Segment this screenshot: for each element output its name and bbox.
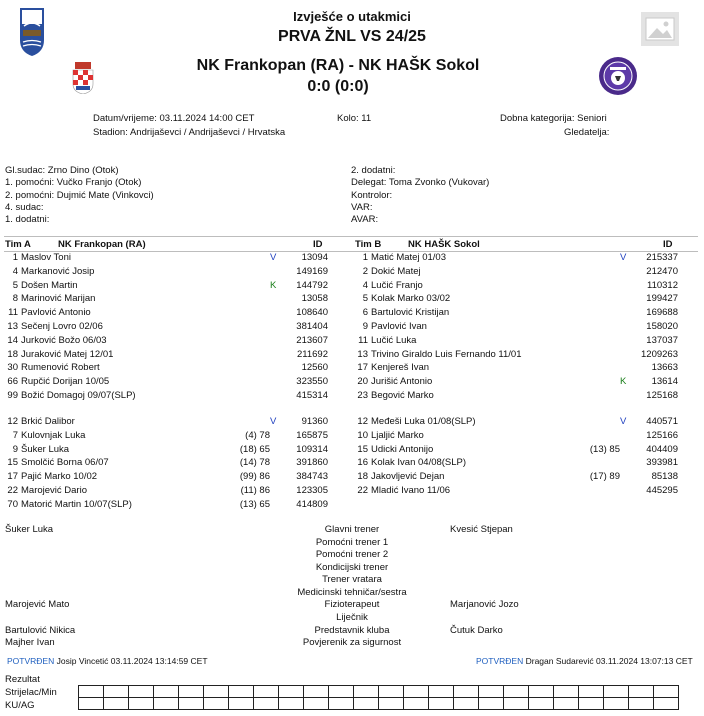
player-id: 1209263 — [641, 348, 678, 360]
staff-right-name: Čutuk Darko — [450, 625, 503, 636]
result-grid-cell[interactable] — [379, 698, 404, 710]
substitution-info: (4) 78 — [245, 429, 270, 441]
player-id: 384743 — [296, 471, 328, 483]
staff-left-name: Marojević Mato — [5, 599, 70, 610]
result-grid-cell[interactable] — [204, 686, 229, 698]
player-name: Lučić Franjo — [371, 279, 423, 291]
staff-role: Predstavnik kluba — [314, 625, 390, 636]
player-number: 2 — [362, 265, 368, 277]
player-name: Juraković Matej 12/01 — [21, 348, 114, 360]
player-id: 13058 — [301, 293, 328, 305]
confirm-left-status: POTVRĐEN — [7, 656, 55, 666]
player-number: 13 — [357, 348, 368, 360]
official-left-line: 4. sudac: — [5, 201, 44, 213]
player-name: Kolak Marko 03/02 — [371, 293, 451, 305]
player-row — [346, 350, 686, 363]
player-number: 5 — [12, 279, 18, 291]
player-row — [0, 281, 336, 294]
player-number: 5 — [362, 293, 368, 305]
report-title: Izvješće o utakmici — [293, 9, 411, 24]
player-row — [0, 472, 336, 485]
player-row — [0, 458, 336, 471]
player-id: 85138 — [651, 471, 678, 483]
player-row — [0, 336, 336, 349]
player-number: 13 — [7, 321, 18, 332]
confirm-right-status: POTVRĐEN — [476, 656, 524, 666]
staff-role: Fizioterapeut — [324, 599, 380, 610]
official-right-line: 2. dodatni: — [351, 165, 396, 176]
official-left-line: Gl.sudac: Zrno Dino (Otok) — [5, 165, 119, 176]
result-grid-cell[interactable] — [279, 686, 304, 698]
player-number: 14 — [7, 334, 18, 346]
player-name: Rumenović Robert — [21, 362, 100, 374]
player-row — [0, 500, 336, 513]
player-id: 125168 — [646, 390, 678, 401]
result-grid-cell[interactable] — [429, 686, 454, 698]
result-grid-cell[interactable] — [654, 686, 679, 698]
result-grid — [78, 685, 679, 710]
player-number: 16 — [357, 457, 368, 469]
player-row — [346, 458, 686, 471]
player-row — [346, 281, 686, 294]
player-name: Pavlović Ivan — [371, 321, 427, 332]
player-name: Begović Marko — [371, 390, 434, 401]
team-a-label: Tim A — [5, 239, 31, 250]
substitution-info: (13) 65 — [239, 498, 270, 510]
match-datetime: Datum/vrijeme: 03.11.2024 14:00 CET — [93, 113, 255, 124]
result-grid-cell[interactable] — [579, 686, 604, 698]
substitution-info: (13) 85 — [589, 443, 620, 455]
player-name: Marojević Dario — [21, 485, 87, 496]
result-grid-cell[interactable] — [329, 698, 354, 710]
player-row — [346, 417, 686, 430]
result-grid-cell[interactable] — [404, 698, 429, 710]
official-left-line: 2. pomoćni: Dujmić Mate (Vinkovci) — [5, 189, 154, 201]
player-name: Kenjereš Ivan — [371, 362, 430, 374]
result-grid-cell[interactable] — [604, 686, 629, 698]
staff-right-name: Marjanović Jozo — [450, 599, 519, 610]
player-row — [346, 336, 686, 349]
result-grid-cell[interactable] — [429, 698, 454, 710]
player-row — [0, 363, 336, 376]
goalkeeper-mark: V — [270, 416, 277, 427]
player-id: 414809 — [296, 498, 328, 510]
player-row — [346, 377, 686, 390]
player-number: 8 — [12, 293, 18, 305]
player-number: 23 — [357, 390, 368, 401]
player-id: 215337 — [646, 252, 678, 263]
result-grid-cell[interactable] — [479, 686, 504, 698]
player-number: 9 — [12, 443, 18, 455]
age-category: Dobna kategorija: Seniori — [500, 113, 607, 124]
result-grid-cell[interactable] — [79, 698, 104, 710]
player-row — [0, 308, 336, 321]
player-id: 211692 — [297, 348, 328, 360]
player-number: 11 — [358, 334, 368, 346]
player-name: Smolčić Borna 06/07 — [21, 457, 109, 469]
result-grid-cell[interactable] — [379, 686, 404, 698]
player-name: Došen Martin — [21, 279, 78, 291]
player-row — [0, 417, 336, 430]
result-grid-cell[interactable] — [154, 698, 179, 710]
team-b-name: NK HAŠK Sokol — [408, 239, 480, 250]
player-name: Pajić Marko 10/02 — [21, 471, 98, 483]
player-id: 445295 — [646, 485, 678, 496]
player-id: 391860 — [296, 457, 328, 469]
result-grid-cell[interactable] — [504, 698, 529, 710]
result-grid-cell[interactable] — [629, 698, 654, 710]
official-right-line: Kontrolor: — [351, 189, 393, 201]
player-number: 12 — [7, 416, 18, 427]
result-grid-cell[interactable] — [504, 686, 529, 698]
player-number: 17 — [7, 471, 18, 483]
confirm-right-text: Dragan Sudarević 03.11.2024 13:07:13 CET — [525, 656, 693, 666]
player-name: Jurišić Antonio — [371, 376, 433, 388]
player-name: Kolak Ivan 04/08(SLP) — [371, 457, 467, 469]
player-name: Jakovljević Dejan — [371, 471, 445, 483]
result-grid-cell[interactable] — [279, 698, 304, 710]
official-left-line: 1. dodatni: — [5, 214, 50, 226]
player-name: Trivino Giraldo Luis Fernando 11/01 — [371, 348, 522, 360]
match-stadium: Stadion: Andrijaševci / Andrijaševci / Hrvatska — [93, 127, 286, 138]
ku-ag-label: KU/AG — [5, 700, 35, 711]
player-id: 108640 — [296, 307, 328, 319]
player-id: 13094 — [301, 252, 328, 263]
result-grid-cell[interactable] — [354, 686, 379, 698]
result-grid-cell[interactable] — [104, 686, 129, 698]
player-name: Kulovnjak Luka — [21, 429, 86, 441]
player-number: 18 — [357, 471, 368, 483]
player-id: 165875 — [296, 429, 328, 441]
captain-mark: K — [270, 279, 277, 291]
result-grid-cell[interactable] — [329, 686, 354, 698]
team-a-id-header: ID — [313, 239, 323, 250]
result-grid-cell[interactable] — [254, 698, 279, 710]
player-row — [0, 445, 336, 458]
result-grid-cell[interactable] — [129, 686, 154, 698]
staff-role: Liječnik — [336, 612, 368, 623]
staff-role: Pomoćni trener 2 — [315, 549, 389, 560]
player-number: 4 — [12, 265, 18, 277]
player-name: Rupčić Dorijan 10/05 — [21, 376, 110, 388]
player-id: 440571 — [646, 416, 678, 427]
result-grid-cell[interactable] — [229, 698, 254, 710]
player-id: 158020 — [646, 321, 678, 332]
player-id: 212470 — [646, 265, 678, 277]
match-score: 0:0 (0:0) — [307, 78, 369, 95]
player-name: Međeši Luka 01/08(SLP) — [371, 416, 476, 427]
result-grid-cell[interactable] — [454, 686, 479, 698]
result-grid-cell[interactable] — [554, 686, 579, 698]
player-name: Udicki Antonijo — [371, 443, 434, 455]
team-b-id-header: ID — [663, 239, 673, 250]
player-id: 12560 — [301, 362, 328, 374]
player-id: 13663 — [651, 362, 678, 374]
substitution-info: (18) 65 — [239, 443, 270, 455]
result-grid-cell[interactable] — [629, 686, 654, 698]
result-grid-cell[interactable] — [129, 698, 154, 710]
player-name: Šuker Luka — [21, 443, 70, 455]
result-grid-cell[interactable] — [479, 698, 504, 710]
result-grid-cell[interactable] — [654, 698, 679, 710]
official-right-line: Delegat: Toma Zvonko (Vukovar) — [351, 177, 490, 189]
player-number: 4 — [362, 279, 368, 291]
player-name: Lučić Luka — [371, 334, 417, 346]
player-number: 99 — [7, 390, 18, 401]
player-number: 1 — [362, 252, 368, 263]
result-grid-cell[interactable] — [179, 698, 204, 710]
player-row — [346, 391, 686, 404]
player-number: 22 — [357, 485, 368, 496]
result-grid-cell[interactable] — [204, 698, 229, 710]
result-grid-cell[interactable] — [304, 698, 329, 710]
player-row — [0, 253, 336, 266]
player-id: 199427 — [646, 293, 678, 305]
player-number: 70 — [7, 498, 18, 510]
player-row — [0, 377, 336, 390]
player-row — [346, 431, 686, 444]
substitution-info: (11) 86 — [240, 485, 270, 496]
player-id: 404409 — [646, 443, 678, 455]
player-number: 9 — [362, 321, 368, 332]
player-id: 381404 — [296, 321, 328, 332]
result-grid-cell[interactable] — [104, 698, 129, 710]
result-grid-cell[interactable] — [454, 698, 479, 710]
result-grid-cell[interactable] — [529, 686, 554, 698]
staff-role: Kondicijski trener — [315, 562, 389, 573]
player-name: Matorić Martin 10/07(SLP) — [21, 498, 132, 510]
player-number: 18 — [7, 348, 18, 360]
result-grid-cell[interactable] — [529, 698, 554, 710]
player-name: Ljaljić Marko — [371, 429, 424, 441]
player-row — [0, 267, 336, 280]
player-row — [346, 363, 686, 376]
result-grid-cell[interactable] — [154, 686, 179, 698]
substitution-info: (99) 86 — [239, 471, 270, 483]
staff-left-name: Majher Ivan — [5, 637, 55, 648]
player-row — [0, 322, 336, 335]
player-number: 22 — [7, 485, 18, 496]
player-row — [0, 486, 336, 499]
player-number: 6 — [362, 307, 368, 319]
player-number: 11 — [8, 307, 18, 319]
player-row — [346, 253, 686, 266]
substitution-info: (17) 89 — [589, 471, 620, 483]
player-id: 169688 — [646, 307, 678, 319]
staff-right-name: Kvesić Stjepan — [450, 524, 513, 535]
result-grid-cell[interactable] — [354, 698, 379, 710]
player-id: 13614 — [651, 376, 678, 388]
confirm-right — [476, 657, 693, 666]
result-grid-cell[interactable] — [604, 698, 629, 710]
player-id: 323550 — [296, 376, 328, 388]
staff-role: Pomoćni trener 1 — [315, 537, 389, 548]
player-id: 109314 — [296, 443, 328, 455]
staff-role: Trener vratara — [322, 574, 382, 585]
official-right-line: AVAR: — [351, 214, 379, 226]
player-row — [0, 294, 336, 307]
player-name: Brkić Dalibor — [21, 416, 75, 427]
official-right-line: VAR: — [351, 201, 373, 213]
player-row — [346, 445, 686, 458]
player-name: Bartulović Kristijan — [371, 307, 450, 319]
goalkeeper-mark: V — [270, 252, 277, 263]
result-grid-cell[interactable] — [79, 686, 104, 698]
player-id: 123305 — [296, 485, 328, 496]
result-grid-row — [79, 698, 679, 710]
team-a-name: NK Frankopan (RA) — [58, 239, 146, 250]
player-row — [0, 431, 336, 444]
player-name: Jurković Božo 06/03 — [21, 334, 107, 346]
team-b-label: Tim B — [355, 239, 382, 250]
player-number: 15 — [357, 443, 368, 455]
player-id: 415314 — [296, 390, 328, 401]
scorer-label: Strijelac/Min — [5, 687, 57, 698]
player-number: 15 — [7, 457, 18, 469]
result-grid-cell[interactable] — [554, 698, 579, 710]
player-name: Matić Matej 01/03 — [371, 252, 446, 263]
player-name: Marinović Marijan — [21, 293, 96, 305]
player-number: 17 — [357, 362, 368, 374]
player-name: Maslov Toni — [21, 252, 71, 263]
player-number: 66 — [7, 376, 18, 388]
substitution-info: (14) 78 — [239, 457, 270, 469]
player-id: 144792 — [296, 279, 328, 291]
player-name: Dokić Matej — [371, 265, 421, 277]
captain-mark: K — [620, 376, 627, 388]
player-row — [346, 294, 686, 307]
confirm-left — [7, 657, 208, 666]
spectators: Gledatelja: — [564, 127, 610, 138]
player-number: 7 — [12, 429, 18, 441]
player-row — [346, 308, 686, 321]
staff-role: Glavni trener — [324, 524, 380, 535]
staff-left-name: Bartulović Nikica — [5, 625, 76, 636]
player-row — [0, 350, 336, 363]
player-number: 30 — [7, 362, 18, 374]
player-number: 20 — [357, 376, 368, 388]
player-name: Sečenj Lovro 02/06 — [21, 321, 103, 332]
result-label: Rezultat — [5, 674, 40, 685]
player-name: Božić Domagoj 09/07(SLP) — [21, 390, 136, 401]
player-row — [346, 267, 686, 280]
player-id: 137037 — [646, 334, 678, 346]
player-id: 125166 — [646, 429, 678, 441]
player-name: Pavlović Antonio — [21, 307, 91, 319]
player-id: 91360 — [301, 416, 328, 427]
match-title: NK Frankopan (RA) - NK HAŠK Sokol — [196, 57, 480, 74]
result-grid-cell[interactable] — [404, 686, 429, 698]
player-id: 149169 — [296, 265, 328, 277]
player-number: 12 — [357, 416, 368, 427]
player-id: 110312 — [647, 279, 678, 291]
match-round: Kolo: 11 — [337, 113, 372, 124]
result-grid-cell[interactable] — [304, 686, 329, 698]
player-name: Mladić Ivano 11/06 — [371, 485, 451, 496]
player-row — [346, 472, 686, 485]
player-id: 393981 — [646, 457, 678, 469]
goalkeeper-mark: V — [620, 252, 627, 263]
league-title: PRVA ŽNL VS 24/25 — [278, 28, 426, 45]
result-grid-row — [79, 686, 679, 698]
player-row — [346, 486, 686, 499]
result-grid-cell[interactable] — [179, 686, 204, 698]
player-id: 213607 — [296, 334, 328, 346]
result-grid-cell[interactable] — [254, 686, 279, 698]
player-number: 10 — [357, 429, 368, 441]
player-row — [346, 322, 686, 335]
result-grid-cell[interactable] — [229, 686, 254, 698]
goalkeeper-mark: V — [620, 416, 627, 427]
result-grid-cell[interactable] — [579, 698, 604, 710]
staff-left-name: Šuker Luka — [5, 524, 54, 535]
staff-role: Povjerenik za sigurnost — [302, 637, 402, 648]
confirm-left-text: Josip Vincetić 03.11.2024 13:14:59 CET — [56, 656, 208, 666]
player-name: Markanović Josip — [21, 265, 95, 277]
staff-role: Medicinski tehničar/sestra — [297, 587, 407, 598]
official-left-line: 1. pomoćni: Vučko Franjo (Otok) — [5, 177, 142, 189]
player-number: 1 — [12, 252, 18, 263]
player-row — [0, 391, 336, 404]
